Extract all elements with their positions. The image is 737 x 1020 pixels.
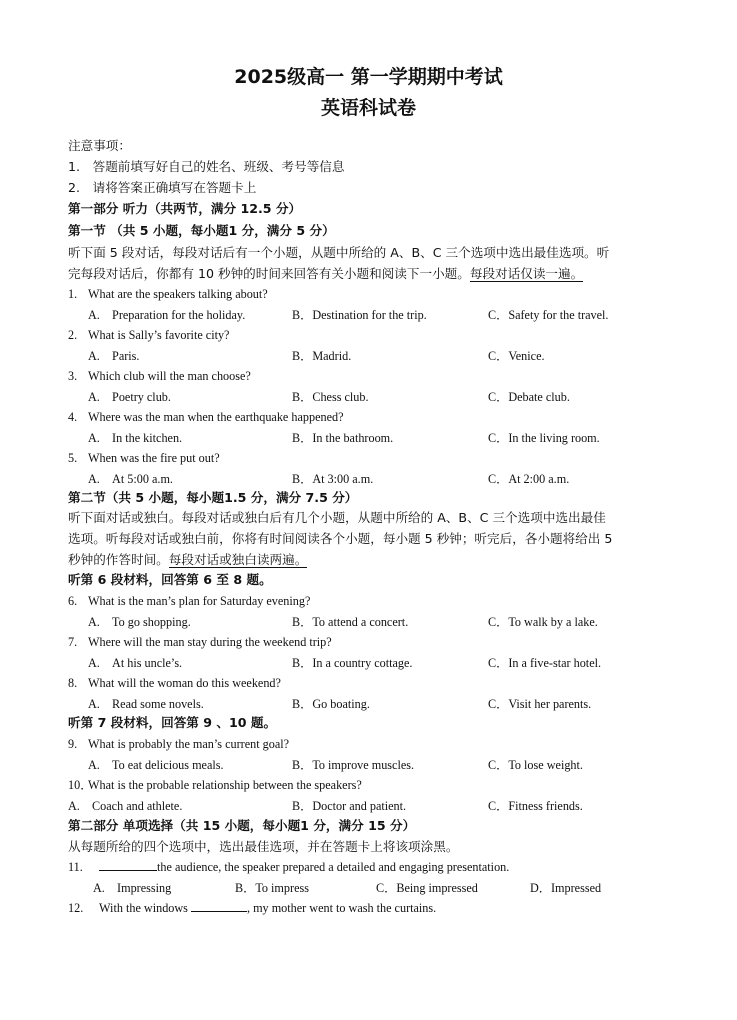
question-4-option-b[interactable]: B．In the bathroom. <box>292 431 394 445</box>
section1-instruction-line1: 听下面 5 段对话，每段对话后有一个小题，从题中所给的 A、B、C 三个选项中选出最佳选项。听 <box>68 245 610 260</box>
question-number: 2. <box>68 328 78 342</box>
question-1-option-b[interactable]: B．Destination for the trip. <box>292 308 427 322</box>
question-text: What is the probable relationship between the speakers? <box>88 778 362 792</box>
question-12-text-before: With the windows <box>99 901 188 915</box>
question-number: 8. <box>68 676 78 690</box>
note-item-1: 1. 答题前填写好自己的姓名、班级、考号等信息 <box>68 159 345 174</box>
question-text: What is the man’s plan for Saturday evening? <box>88 594 311 608</box>
question-number: 10． <box>68 778 93 792</box>
answer-blank[interactable] <box>99 859 157 871</box>
question-3 <box>68 368 251 384</box>
question-4 <box>68 409 343 425</box>
question-11-option-a[interactable]: A. Impressing <box>93 881 172 895</box>
question-8-option-a[interactable]: A. Read some novels. <box>88 697 204 711</box>
question-3-option-b[interactable]: B．Chess club. <box>292 390 369 404</box>
question-6 <box>68 593 310 609</box>
question-3-option-a[interactable]: A. Poetry club. <box>88 390 171 404</box>
question-number: 9. <box>68 737 78 751</box>
question-9-option-a[interactable]: A. To eat delicious meals. <box>88 758 224 772</box>
question-10-option-b[interactable]: B．Doctor and patient. <box>292 799 407 813</box>
part1-heading: 第一部分 听力（共两节，满分 12.5 分） <box>68 201 302 216</box>
exam-subtitle: 英语科试卷 <box>320 97 416 119</box>
question-5-option-b[interactable]: B．At 3:00 a.m. <box>292 472 374 486</box>
question-9-option-b[interactable]: B．To improve muscles. <box>292 758 415 772</box>
question-text: What is probably the man’s current goal? <box>88 737 290 751</box>
question-5 <box>68 450 220 466</box>
question-7-option-b[interactable]: B．In a country cottage. <box>292 656 413 670</box>
question-9-option-c[interactable]: C．To lose weight. <box>488 758 583 772</box>
question-9 <box>68 736 289 752</box>
question-11 <box>68 859 509 875</box>
section1-instruction-text: 完每段对话后，你都有 10 秒钟的时间来回答有关小题和阅读下一小题。 <box>68 266 470 281</box>
question-7 <box>68 634 332 650</box>
question-6-option-b[interactable]: B．To attend a concert. <box>292 615 409 629</box>
question-5-option-a[interactable]: A. At 5:00 a.m. <box>88 472 173 486</box>
question-12-number: 12. <box>68 901 84 915</box>
question-11-option-b[interactable]: B．To impress <box>235 881 309 895</box>
question-12-text-after: , my mother went to wash the curtains. <box>246 901 437 915</box>
answer-blank[interactable] <box>191 900 247 912</box>
note-item-2: 2. 请将答案正确填写在答题卡上 <box>68 180 257 195</box>
material7-heading: 听第 7 段材料，回答第 9 、10 题。 <box>68 715 277 730</box>
question-7-option-a[interactable]: A. At his uncle’s. <box>88 656 183 670</box>
exam-title: 2025级高一 第一学期期中考试 <box>234 66 503 88</box>
material6-heading: 听第 6 段材料，回答第 6 至 8 题。 <box>68 572 272 587</box>
question-6-option-c[interactable]: C．To walk by a lake. <box>488 615 598 629</box>
section2-instruction-line1: 听下面对话或独白。每段对话或独白后有几个小题，从题中所给的 A、B、C 三个选项中选出最佳 <box>68 510 606 525</box>
question-4-option-a[interactable]: A. In the kitchen. <box>88 431 183 445</box>
question-1-option-c[interactable]: C．Safety for the travel. <box>488 308 609 322</box>
question-text: Where will the man stay during the weekend trip? <box>88 635 332 649</box>
question-11-text: the audience, the speaker prepared a detailed and engaging presentation. <box>157 860 510 874</box>
question-10 <box>68 777 362 793</box>
question-10-option-a[interactable]: A. Coach and athlete. <box>68 799 183 813</box>
question-number: 1. <box>68 287 78 301</box>
question-1 <box>68 286 268 302</box>
question-7-option-c[interactable]: C．In a five-star hotel. <box>488 656 602 670</box>
section2-instruction-line3 <box>68 552 307 568</box>
question-number: 3. <box>68 369 78 383</box>
question-8 <box>68 675 281 691</box>
notes-heading: 注意事项： <box>68 138 131 153</box>
question-11-option-c[interactable]: C．Being impressed <box>376 881 478 895</box>
section2-instruction-text: 秒钟的作答时间。 <box>68 552 169 567</box>
question-2-option-c[interactable]: C．Venice. <box>488 349 545 363</box>
question-number: 7. <box>68 635 78 649</box>
section1-instruction-line2 <box>68 266 583 282</box>
part2-heading: 第二部分 单项选择（共 15 小题，每小题1 分，满分 15 分） <box>68 818 416 833</box>
question-text: When was the fire put out? <box>88 451 220 465</box>
question-number: 4. <box>68 410 78 424</box>
question-number: 5. <box>68 451 78 465</box>
question-number: 6. <box>68 594 78 608</box>
question-2-option-b[interactable]: B．Madrid. <box>292 349 352 363</box>
question-text: What are the speakers talking about? <box>88 287 268 301</box>
question-5-option-c[interactable]: C．At 2:00 a.m. <box>488 472 570 486</box>
question-2-option-a[interactable]: A. Paris. <box>88 349 140 363</box>
question-6-option-a[interactable]: A. To go shopping. <box>88 615 191 629</box>
section2-instruction-line2: 选项。听每段对话或独白前，你将有时间阅读各个小题，每小题 5 秒钟；听完后，各小题将给出 5 <box>68 531 613 546</box>
section2-heading: 第二节（共 5 小题，每小题1.5 分，满分 7.5 分） <box>68 490 358 505</box>
question-2 <box>68 327 229 343</box>
question-8-option-c[interactable]: C．Visit her parents. <box>488 697 592 711</box>
question-12 <box>68 900 436 916</box>
question-text: What is Sally’s favorite city? <box>88 328 230 342</box>
question-text: Where was the man when the earthquake happened? <box>88 410 344 424</box>
question-11-option-d[interactable]: D．Impressed <box>530 881 602 895</box>
question-text: What will the woman do this weekend? <box>88 676 281 690</box>
section1-read-once-note: 每段对话仅读一遍。 <box>469 266 584 281</box>
section1-heading: 第一节 （共 5 小题，每小题1 分，满分 5 分） <box>68 223 335 238</box>
question-4-option-c[interactable]: C．In the living room. <box>488 431 600 445</box>
question-1-option-a[interactable]: A. Preparation for the holiday. <box>88 308 246 322</box>
question-text: Which club will the man choose? <box>88 369 251 383</box>
question-8-option-b[interactable]: B．Go boating. <box>292 697 370 711</box>
question-11-number: 11. <box>68 860 83 874</box>
question-3-option-c[interactable]: C．Debate club. <box>488 390 570 404</box>
part2-instruction: 从每题所给的四个选项中，选出最佳选项，并在答题卡上将该项涂黑。 <box>68 839 459 854</box>
question-10-option-c[interactable]: C．Fitness friends. <box>488 799 583 813</box>
section2-read-twice-note: 每段对话或独白读两遍。 <box>168 552 308 567</box>
